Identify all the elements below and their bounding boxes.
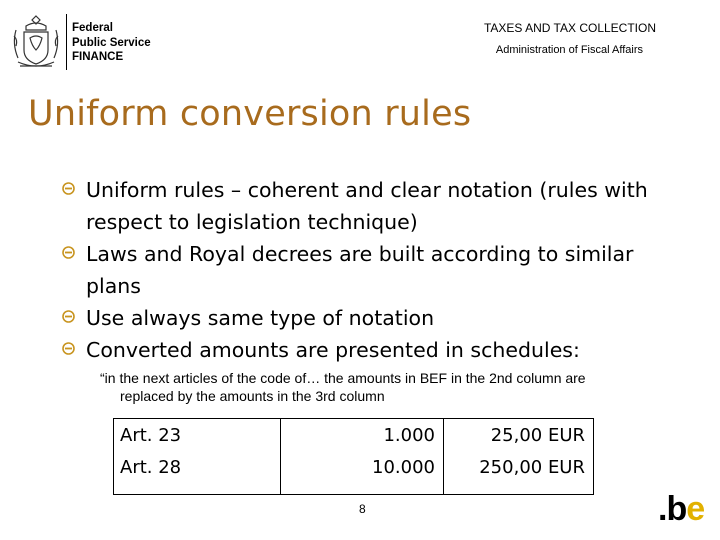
logo-dot-b: .b: [658, 490, 687, 528]
table-row: [114, 483, 593, 494]
quote-block: [100, 369, 680, 405]
header-divider: [66, 14, 67, 70]
table-row: [114, 451, 593, 483]
schedule-table: [113, 418, 594, 495]
page-number: 8: [359, 502, 366, 516]
circle-bullet-icon: [62, 246, 75, 259]
circle-bullet-icon: [62, 342, 75, 355]
table-row: [114, 419, 593, 451]
coat-of-arms-icon: [8, 12, 64, 70]
be-logo: [658, 490, 704, 529]
circle-bullet-icon: [62, 182, 75, 195]
department-title: TAXES AND TAX COLLECTION: [483, 21, 656, 35]
circle-bullet-icon: [62, 310, 75, 323]
subdepartment-title: Administration of Fiscal Affairs: [495, 44, 643, 56]
bullet-text: Converted amounts are presented in schedules:: [86, 338, 580, 362]
article-cell: Art. 28: [114, 451, 281, 483]
bullet-item: [62, 238, 682, 302]
bullet-item: [62, 174, 682, 238]
organization-name: [72, 21, 151, 65]
bullet-text: Uniform rules – coherent and clear notation (rules with respect to legislation technique): [86, 178, 648, 234]
org-line-federal: Federal: [72, 22, 113, 34]
bef-amount-cell: 10.000: [281, 451, 444, 483]
bullet-text: Laws and Royal decrees are built according to similar plans: [86, 242, 634, 298]
bef-amount-cell: 1.000: [281, 419, 444, 451]
bullet-text: Use always same type of notation: [86, 306, 435, 330]
quote-line: replaced by the amounts in the 3rd column: [120, 388, 385, 404]
eur-amount-cell: 25,00 EUR: [490, 424, 585, 446]
logo-e: e: [686, 490, 705, 528]
org-line-public-service: Public Service: [72, 36, 151, 49]
eur-amount-cell: 250,00 EUR: [479, 456, 585, 478]
bullet-item: [62, 334, 682, 366]
org-line-finance: FINANCE: [72, 51, 124, 63]
quote-line: “in the next articles of the code of… the amounts in BEF in the 2nd column are: [100, 370, 586, 386]
slide-title: Uniform conversion rules: [28, 94, 472, 134]
bullet-item: [62, 302, 682, 334]
bullet-list: [62, 174, 682, 366]
article-cell: Art. 23: [114, 419, 281, 451]
